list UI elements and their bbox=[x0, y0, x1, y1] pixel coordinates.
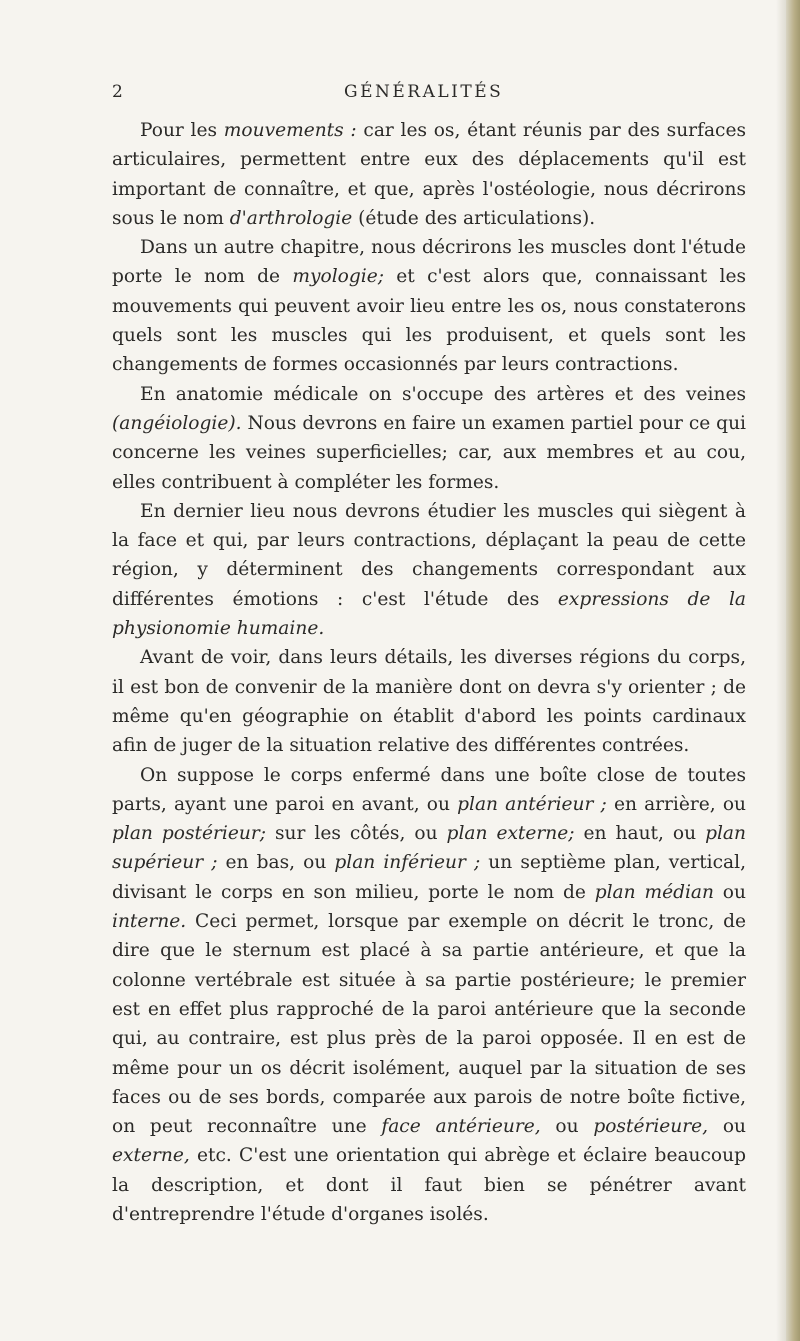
paragraph bbox=[112, 380, 746, 497]
text-run: en bas, ou bbox=[217, 852, 335, 874]
text-run: car les os, étant réunis par des surfaces articulaires, permettent entre eux des déplacements qu'il est important de connaître, et que, après l'ostéologie, nous décrirons sous le nom bbox=[112, 120, 746, 229]
text-run: ou bbox=[713, 881, 746, 903]
italic-term: (angéiologie). bbox=[112, 412, 242, 434]
text-run: Nous devrons en faire un examen partiel pour ce qui concerne les veines superficielles; car, aux membres et au cou, elles contribuent à compléter les formes. bbox=[112, 412, 746, 493]
text-run: Ceci permet, lorsque par exemple on décrit le tronc, de dire que le sternum est placé à sa partie antérieure, et que la colonne vertébrale est située à sa partie postérieure; le premier est en effet plus rapproché de la paroi antérieure que la seconde qui, au contraire, est plus près de la paroi opposée. Il en est de même pour un os décrit isolément, auquel par la situation de ses faces ou de ses bords, comparée aux parois de notre boîte fictive, on peut reconnaître une bbox=[112, 911, 746, 1138]
text-run: etc. C'est une orientation qui abrège et éclaire beaucoup la description, et dont il faut bien se pénétrer avant d'entreprendre l'étude d'organes isolés. bbox=[112, 1145, 746, 1225]
text-run: En anatomie médicale on s'occupe des artères et des veines bbox=[140, 383, 746, 405]
italic-term: interne. bbox=[112, 911, 187, 933]
italic-term: plan externe; bbox=[446, 823, 575, 845]
text-run: en haut, ou bbox=[574, 823, 706, 845]
italic-term: plan médian bbox=[594, 881, 714, 903]
page-header bbox=[112, 82, 744, 112]
text-run: Dans un autre chapitre, nous décrirons les muscles dont l'étude porte le nom de bbox=[112, 237, 746, 288]
italic-term: expressions de la physionomie humaine. bbox=[112, 588, 746, 640]
running-title: GÉNÉRALITÉS bbox=[344, 82, 504, 102]
paragraph bbox=[112, 643, 746, 760]
text-run: En dernier lieu nous devrons étudier les muscles qui siègent à la face et qui, par leurs contractions, déplaçant la peau de cette région, y déterminent des changements correspondant aux différentes émotions : c'est l'étude des bbox=[112, 500, 746, 610]
text-run: en arrière, ou bbox=[606, 793, 746, 815]
paragraph bbox=[112, 761, 746, 1230]
italic-term: postérieure, bbox=[593, 1116, 709, 1138]
italic-term: face antérieure, bbox=[381, 1116, 541, 1138]
text-run: (étude des articulations). bbox=[352, 207, 596, 229]
text-run: ou bbox=[708, 1116, 746, 1138]
page-edge-shadow bbox=[776, 0, 786, 1341]
text-run: Pour les bbox=[140, 120, 224, 141]
italic-term: plan postérieur; bbox=[112, 823, 266, 845]
paragraph bbox=[112, 233, 746, 379]
page-edge bbox=[786, 0, 800, 1341]
page-number: 2 bbox=[112, 82, 124, 102]
body-text bbox=[112, 116, 746, 1229]
italic-term: myologie; bbox=[292, 266, 384, 288]
text-run: et c'est alors que, connaissant les mouvements qui peuvent avoir lieu entre les os, nous constaterons quels sont les muscles qui les produisent, et quels sont les changements de formes occasionnés par leurs contractions. bbox=[112, 266, 746, 376]
paragraph bbox=[112, 497, 746, 643]
italic-term: mouvements : bbox=[223, 120, 357, 141]
paragraph bbox=[112, 116, 746, 233]
text-run: un septième plan, vertical, divisant le corps en son milieu, porte le nom de bbox=[112, 852, 746, 903]
text-run: On suppose le corps enfermé dans une boîte close de toutes parts, ayant une paroi en avant, ou bbox=[112, 764, 746, 815]
italic-term: plan supérieur ; bbox=[112, 823, 746, 874]
italic-term: plan inférieur ; bbox=[334, 852, 481, 874]
text-run: sur les côtés, ou bbox=[265, 823, 447, 845]
text-run: Avant de voir, dans leurs détails, les diverses régions du corps, il est bon de convenir de la manière dont on devra s'y orienter ; de même qu'en géographie on établit d'abord les points cardinaux afin de juger de la situation relative des différentes contrées. bbox=[112, 647, 746, 757]
text-run: ou bbox=[540, 1116, 594, 1138]
italic-term: externe, bbox=[112, 1145, 190, 1167]
italic-term: plan antérieur ; bbox=[457, 793, 607, 815]
italic-term: d'arthrologie bbox=[229, 207, 353, 229]
